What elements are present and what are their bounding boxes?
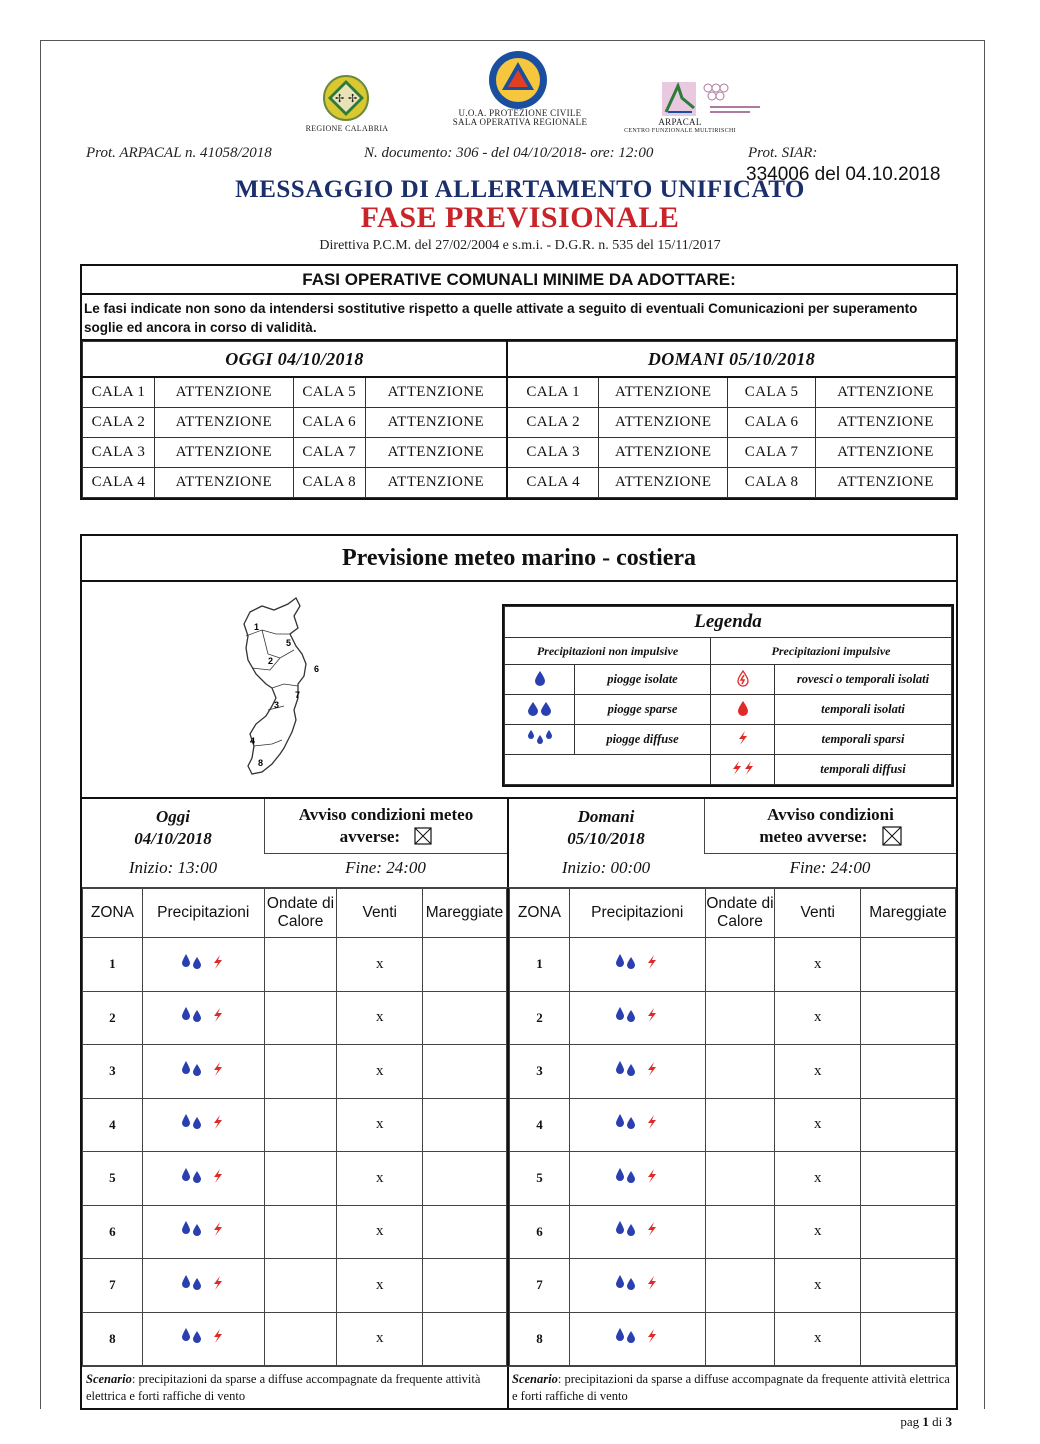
legend-item: temporali sparsi — [775, 725, 952, 755]
sparse-rain-storm-icon — [180, 1167, 226, 1185]
cala-cell: CALA 1 — [507, 377, 599, 408]
prot-arpacal: Prot. ARPACAL n. 41058/2018 — [86, 145, 272, 161]
venti-cell: x — [775, 1098, 861, 1152]
precipitation-cell — [142, 1045, 264, 1099]
venti-cell: x — [337, 1152, 423, 1206]
ondate-cell — [264, 1098, 337, 1152]
zone-number: 6 — [83, 1205, 143, 1259]
oggi-avviso-row — [265, 826, 507, 848]
zone-number: 1 — [510, 938, 570, 992]
protezione-civile-logo-icon — [486, 50, 550, 110]
precipitation-cell — [142, 991, 264, 1045]
cala-cell: CALA 4 — [83, 468, 155, 498]
zone-number: 7 — [83, 1259, 143, 1313]
col-precipitazioni: Precipitazioni — [569, 889, 705, 938]
page-number — [900, 1414, 952, 1430]
mareggiate-cell — [423, 1259, 507, 1313]
precipitation-cell — [142, 1152, 264, 1206]
phase-cell: ATTENZIONE — [154, 438, 293, 468]
ondate-cell — [705, 991, 775, 1045]
mareggiate-cell — [861, 1312, 956, 1366]
zone-row — [510, 1045, 956, 1099]
arpacal-logo-icon — [660, 78, 700, 118]
venti-cell: x — [775, 1045, 861, 1099]
oggi-scenario — [86, 1371, 502, 1405]
legend-title: Legenda — [505, 607, 952, 638]
precipitation-cell — [569, 938, 705, 992]
sparse-rain-storm-icon — [614, 1060, 660, 1078]
zone-row — [83, 1205, 507, 1259]
storm-isolated-icon — [711, 665, 775, 695]
map-zone-label: 7 — [295, 690, 301, 700]
phase-cell: ATTENZIONE — [154, 377, 293, 408]
previsione-title: Previsione meteo marino - costiera — [82, 536, 956, 582]
phase-cell: ATTENZIONE — [154, 408, 293, 438]
double-lightning-icon — [711, 755, 775, 785]
oggi-inizio: Inizio: 13:00 — [128, 858, 218, 877]
venti-cell: x — [775, 938, 861, 992]
sparse-rain-storm-icon — [180, 1220, 226, 1238]
page-total: 3 — [945, 1414, 952, 1429]
precipitation-cell — [569, 1259, 705, 1313]
cala-cell: CALA 3 — [507, 438, 599, 468]
arpacal-label — [620, 118, 740, 136]
legend-item: piogge sparse — [575, 695, 711, 725]
mareggiate-cell — [861, 1152, 956, 1206]
cala-cell: CALA 4 — [507, 468, 599, 498]
col-ondate — [264, 889, 337, 938]
title-messaggio: MESSAGGIO DI ALLERTAMENTO UNIFICATO — [235, 176, 805, 203]
col-venti: Venti — [337, 889, 423, 938]
ondate-cell — [264, 1259, 337, 1313]
zone-row — [510, 938, 956, 992]
precipitation-cell — [142, 1205, 264, 1259]
venti-cell: x — [775, 1259, 861, 1313]
mareggiate-cell — [423, 938, 507, 992]
map-zone-label: 4 — [250, 736, 256, 746]
zone-row — [83, 1259, 507, 1313]
venti-cell: x — [337, 1045, 423, 1099]
precipitation-cell — [142, 1259, 264, 1313]
phase-cell: ATTENZIONE — [365, 438, 507, 468]
zone-number: 3 — [510, 1045, 570, 1099]
oggi-block — [82, 806, 264, 850]
drop-isolated-icon — [505, 665, 575, 695]
regione-calabria-label: REGIONE CALABRIA — [305, 124, 389, 133]
domani-scenario-label: Scenario — [512, 1372, 558, 1386]
ondate-cell — [705, 1098, 775, 1152]
zone-row — [83, 1045, 507, 1099]
divider — [82, 1366, 956, 1367]
cala-cell: CALA 7 — [293, 438, 365, 468]
col-ondate — [705, 889, 775, 938]
zone-row — [510, 1098, 956, 1152]
oggi-avviso-line1: Avviso condizioni meteo — [298, 805, 474, 824]
mareggiate-cell — [423, 1205, 507, 1259]
col-zona: ZONA — [510, 889, 570, 938]
drop-diffuse-icon — [505, 725, 575, 755]
ondate-cell — [264, 938, 337, 992]
zone-row — [83, 1312, 507, 1366]
phase-cell: ATTENZIONE — [599, 408, 728, 438]
domani-fine: Fine: 24:00 — [789, 858, 871, 877]
ondate-cell — [264, 991, 337, 1045]
oggi-scenario-label: Scenario — [86, 1372, 132, 1386]
mareggiate-cell — [423, 991, 507, 1045]
cala-cell: CALA 6 — [293, 408, 365, 438]
zone-row — [83, 991, 507, 1045]
zone-number: 4 — [83, 1098, 143, 1152]
fasi-operative-table — [80, 264, 958, 500]
oggi-date: 04/10/2018 — [134, 829, 212, 848]
mareggiate-cell — [423, 1152, 507, 1206]
ondate-cell — [705, 1045, 775, 1099]
phase-cell: ATTENZIONE — [816, 468, 956, 498]
direttiva: Direttiva P.C.M. del 27/02/2004 e s.m.i. - D.G.R. n. 535 del 15/11/2017 — [319, 238, 721, 253]
mareggiate-cell — [861, 938, 956, 992]
prot-siar: Prot. SIAR: — [748, 145, 818, 161]
map-zone-label: 2 — [268, 656, 274, 666]
cala-cell: CALA 5 — [293, 377, 365, 408]
legend-col1: Precipitazioni non impulsive — [505, 638, 711, 665]
domani-avviso-line2: meteo avverse: — [759, 827, 868, 846]
precipitation-cell — [569, 1045, 705, 1099]
legend-item: temporali isolati — [775, 695, 952, 725]
domani-inizio: Inizio: 00:00 — [561, 858, 651, 877]
domani-avviso-box — [704, 799, 956, 854]
legend-item: piogge isolate — [575, 665, 711, 695]
phase-cell: ATTENZIONE — [816, 438, 956, 468]
venti-cell: x — [337, 1098, 423, 1152]
col-mareggiate: Mareggiate — [423, 889, 507, 938]
oggi-avviso-line2: avverse: — [339, 827, 401, 846]
phase-cell: ATTENZIONE — [365, 468, 507, 498]
domani-date: 05/10/2018 — [567, 829, 645, 848]
col-precipitazioni: Precipitazioni — [142, 889, 264, 938]
mareggiate-cell — [423, 1045, 507, 1099]
zone-number: 5 — [83, 1152, 143, 1206]
zone-number: 6 — [510, 1205, 570, 1259]
phase-cell: ATTENZIONE — [365, 408, 507, 438]
zone-number: 1 — [83, 938, 143, 992]
svg-text:✢: ✢ — [335, 93, 345, 105]
uoa-line1: U.O.A. PROTEZIONE CIVILE — [458, 108, 582, 118]
sparse-rain-storm-icon — [614, 1327, 660, 1345]
zone-row — [510, 1205, 956, 1259]
oggi-scenario-text: : precipitazioni da sparse a diffuse accompagnate da frequente attività elettrica e forti raffiche di vento — [86, 1372, 481, 1403]
checkbox-checked-icon — [414, 827, 432, 845]
zone-row — [510, 991, 956, 1045]
col-mareggiate: Mareggiate — [861, 889, 956, 938]
col-ondate-l1: Ondate di — [706, 895, 774, 912]
zone-number: 3 — [83, 1045, 143, 1099]
zone-number: 2 — [510, 991, 570, 1045]
ondate-cell — [705, 1259, 775, 1313]
precipitation-cell — [569, 1205, 705, 1259]
domani-scenario-text: : precipitazioni da sparse a diffuse accompagnate da frequente attività elettrica e forti raffiche di vento — [512, 1372, 950, 1403]
map-zone-label: 6 — [314, 664, 320, 674]
map-zone-label: 8 — [258, 758, 264, 768]
domani-label: Domani — [577, 807, 635, 826]
ondate-cell — [264, 1205, 337, 1259]
zone-row — [83, 1152, 507, 1206]
ondate-cell — [264, 1152, 337, 1206]
zone-row — [83, 1098, 507, 1152]
page-current: 1 — [922, 1414, 929, 1429]
phase-cell: ATTENZIONE — [599, 438, 728, 468]
precipitation-cell — [569, 1098, 705, 1152]
cala-cell: CALA 8 — [728, 468, 816, 498]
domani-avviso-line1: Avviso condizioni — [767, 805, 894, 824]
fasi-row — [83, 408, 956, 438]
uoa-line2: SALA OPERATIVA REGIONALE — [452, 117, 588, 127]
ondate-cell — [705, 1312, 775, 1366]
sparse-rain-storm-icon — [180, 953, 226, 971]
col-ondate-l1: Ondate di — [266, 895, 335, 912]
sparse-rain-storm-icon — [614, 953, 660, 971]
phase-cell: ATTENZIONE — [816, 408, 956, 438]
col-ondate-l2: Calore — [277, 913, 324, 930]
venti-cell: x — [337, 991, 423, 1045]
regione-calabria-logo-icon — [322, 74, 370, 122]
ondate-cell — [705, 1152, 775, 1206]
zone-number: 5 — [510, 1152, 570, 1206]
arpacal-line2: CENTRO FUNZIONALE MULTIRISCHI — [624, 128, 736, 134]
mareggiate-cell — [861, 1098, 956, 1152]
sparse-rain-storm-icon — [180, 1327, 226, 1345]
legend-item: piogge diffuse — [575, 725, 711, 755]
zone-number: 2 — [83, 991, 143, 1045]
arpacal-line1: ARPACAL — [658, 117, 702, 127]
zone-number: 8 — [83, 1312, 143, 1366]
oggi-avviso-box — [264, 799, 507, 854]
venti-cell: x — [775, 1312, 861, 1366]
map-zone-label: 3 — [274, 700, 280, 710]
documento-number: N. documento: 306 - del 04/10/2018- ore: 12:00 — [364, 145, 654, 161]
venti-cell: x — [775, 1152, 861, 1206]
siar-stamp: 334006 del 04.10.2018 — [746, 164, 941, 185]
mareggiate-cell — [861, 1259, 956, 1313]
domani-block — [509, 806, 703, 850]
legend — [502, 604, 954, 787]
legend-col2: Precipitazioni impulsive — [711, 638, 952, 665]
page-prefix: pag — [900, 1414, 923, 1429]
calabria-zone-map — [232, 594, 320, 784]
cala-cell: CALA 7 — [728, 438, 816, 468]
mareggiate-cell — [423, 1312, 507, 1366]
zone-row — [83, 938, 507, 992]
legend-item: rovesci o temporali isolati — [775, 665, 952, 695]
lightning-icon — [711, 725, 775, 755]
oggi-label: Oggi — [156, 807, 190, 826]
ondate-cell — [264, 1312, 337, 1366]
zone-row — [510, 1312, 956, 1366]
sparse-rain-storm-icon — [180, 1113, 226, 1131]
checkbox-checked-icon — [882, 826, 902, 846]
precipitation-cell — [142, 938, 264, 992]
sparse-rain-storm-icon — [614, 1274, 660, 1292]
domani-header: DOMANI 05/10/2018 — [507, 342, 956, 378]
domani-scenario — [512, 1371, 954, 1405]
zone-row — [510, 1259, 956, 1313]
mareggiate-cell — [423, 1098, 507, 1152]
centro-funzionale-logo-icon — [700, 82, 762, 118]
map-zone-label: 1 — [254, 622, 260, 632]
sparse-rain-storm-icon — [180, 1060, 226, 1078]
precipitation-cell — [142, 1098, 264, 1152]
domani-avviso-row — [705, 826, 956, 848]
cala-cell: CALA 2 — [507, 408, 599, 438]
col-venti: Venti — [775, 889, 861, 938]
mareggiate-cell — [861, 1045, 956, 1099]
col-zona: ZONA — [83, 889, 143, 938]
title-fase: FASE PREVISIONALE — [360, 201, 680, 234]
cala-cell: CALA 2 — [83, 408, 155, 438]
venti-cell: x — [775, 1205, 861, 1259]
cala-cell: CALA 6 — [728, 408, 816, 438]
drop-sparse-icon — [505, 695, 575, 725]
precipitation-cell — [569, 1312, 705, 1366]
ondate-cell — [264, 1045, 337, 1099]
mareggiate-cell — [861, 991, 956, 1045]
svg-text:✢: ✢ — [348, 93, 358, 105]
uoa-label — [445, 109, 595, 127]
zone-number: 7 — [510, 1259, 570, 1313]
venti-cell: x — [337, 1312, 423, 1366]
zone-row — [510, 1152, 956, 1206]
sparse-rain-storm-icon — [614, 1220, 660, 1238]
sparse-rain-storm-icon — [614, 1113, 660, 1131]
precipitation-cell — [142, 1312, 264, 1366]
venti-cell: x — [337, 1259, 423, 1313]
sparse-rain-storm-icon — [180, 1274, 226, 1292]
venti-cell: x — [775, 991, 861, 1045]
sparse-rain-storm-icon — [180, 1006, 226, 1024]
mareggiate-cell — [861, 1205, 956, 1259]
oggi-fine: Fine: 24:00 — [345, 858, 426, 877]
oggi-zone-table — [82, 888, 507, 1366]
sparse-rain-storm-icon — [614, 1167, 660, 1185]
phase-cell: ATTENZIONE — [365, 377, 507, 408]
cala-cell: CALA 5 — [728, 377, 816, 408]
legend-item: temporali diffusi — [775, 755, 952, 785]
fasi-row — [83, 468, 956, 498]
phase-cell: ATTENZIONE — [599, 468, 728, 498]
cala-cell: CALA 8 — [293, 468, 365, 498]
previsione-box — [80, 534, 958, 1410]
domani-zone-table — [509, 888, 956, 1366]
storm-isolated-red-icon — [711, 695, 775, 725]
sparse-rain-storm-icon — [614, 1006, 660, 1024]
venti-cell: x — [337, 1205, 423, 1259]
ondate-cell — [705, 1205, 775, 1259]
oggi-header: OGGI 04/10/2018 — [83, 342, 507, 378]
fasi-title: FASI OPERATIVE COMUNALI MINIME DA ADOTTARE: — [82, 266, 956, 295]
map-zone-label: 5 — [286, 638, 292, 648]
phase-cell: ATTENZIONE — [599, 377, 728, 408]
fasi-note: Le fasi indicate non sono da intendersi sostitutive rispetto a quelle attivate a seguito di eventuali Comunicazioni per superamento soglie ed ancora in corso di validità. — [82, 295, 956, 341]
col-ondate-l2: Calore — [717, 913, 763, 930]
phase-cell: ATTENZIONE — [816, 377, 956, 408]
zone-number: 4 — [510, 1098, 570, 1152]
phase-cell: ATTENZIONE — [154, 468, 293, 498]
page-mid: di — [928, 1414, 946, 1429]
fasi-row — [83, 438, 956, 468]
legend-empty-cell — [505, 755, 711, 785]
ondate-cell — [705, 938, 775, 992]
precipitation-cell — [569, 1152, 705, 1206]
zone-number: 8 — [510, 1312, 570, 1366]
venti-cell: x — [337, 938, 423, 992]
precipitation-cell — [569, 991, 705, 1045]
fasi-row — [83, 377, 956, 408]
cala-cell: CALA 1 — [83, 377, 155, 408]
cala-cell: CALA 3 — [83, 438, 155, 468]
